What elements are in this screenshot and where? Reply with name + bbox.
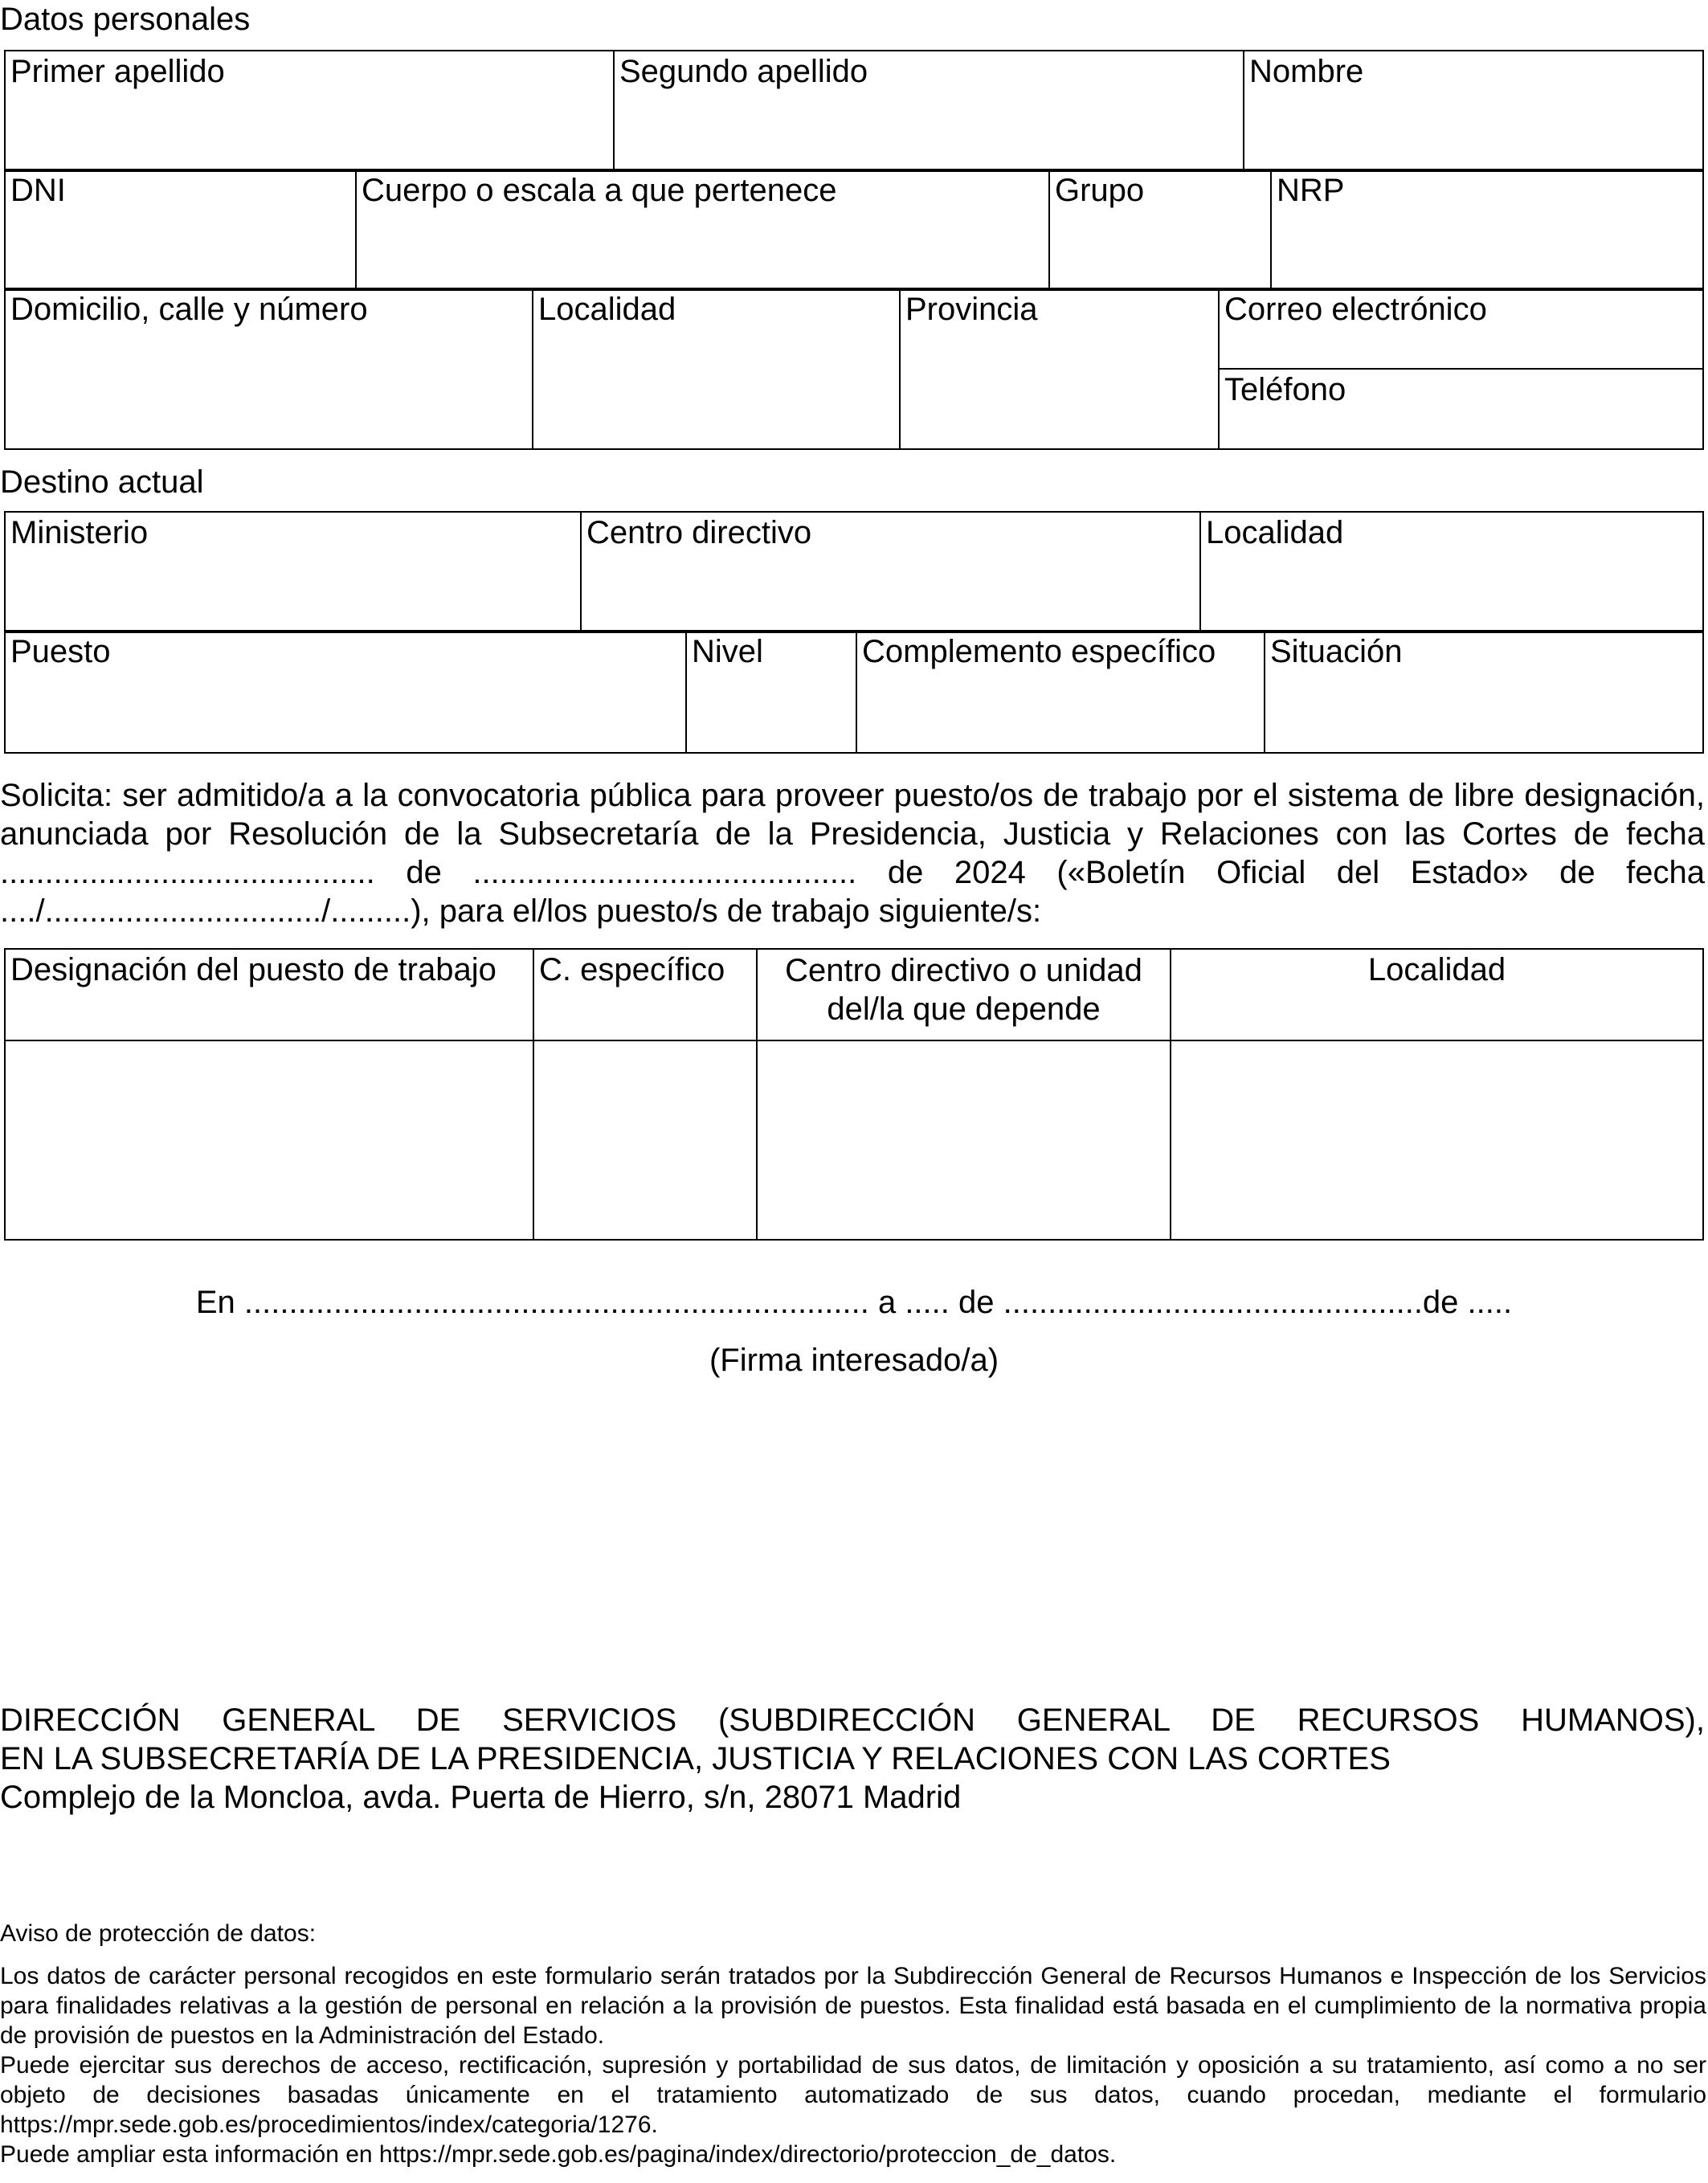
destino-table-row2 — [4, 630, 1704, 754]
field-localidad[interactable] — [533, 288, 900, 449]
field-situacion[interactable] — [1265, 631, 1703, 753]
field-domicilio[interactable] — [5, 288, 533, 449]
label-localidad: Localidad — [538, 292, 676, 327]
field-correo[interactable] — [1219, 288, 1703, 369]
label-complemento: Complemento específico — [862, 634, 1216, 669]
field-ministerio[interactable] — [5, 512, 581, 632]
addressee-block — [0, 1701, 1705, 1817]
field-cuerpo[interactable] — [356, 170, 1049, 290]
puestos-header-localidad: Localidad — [1171, 949, 1703, 1040]
place-date-line: En ...................................................................... a ..... de ...............................................de ..... — [195, 1285, 1513, 1320]
field-complemento[interactable] — [856, 631, 1265, 753]
label-grupo: Grupo — [1055, 173, 1145, 208]
privacy-notice-paragraph-2: Puede ejercitar sus derechos de acceso, rectificación, supresión y portabilidad de sus datos, de limitación y oposición a su tratamiento, así como a no ser objeto de decisiones basadas únicamente en el tratamiento automatizado de sus datos, cuando procedan, mediante el formulario https://mpr.sede.gob.es/procedimientos/index/categoria/1276. — [0, 2052, 1706, 2138]
label-correo: Correo electrónico — [1224, 292, 1487, 327]
privacy-notice-body — [0, 1961, 1706, 2169]
puestos-header-designacion: Designación del puesto de trabajo — [5, 949, 533, 1040]
label-situacion: Situación — [1270, 634, 1403, 669]
solicita-paragraph: Solicita: ser admitido/a a la convocatoria pública para proveer puesto/os de trabajo por el sistema de libre designación, anunciada por Resolución de la Subsecretaría de la Presidencia, Justicia y Relaciones con las Cortes de fecha .......................................... de ........................................... de 2024 («Boletín Oficial del Estado» de fecha ..../.............................../.........), para el/los puesto/s de trabajo siguiente/s: — [0, 778, 1705, 929]
field-destino-localidad[interactable] — [1200, 512, 1703, 632]
label-nrp: NRP — [1277, 173, 1345, 208]
label-provincia: Provincia — [905, 292, 1038, 327]
label-nombre: Nombre — [1249, 54, 1364, 89]
puestos-table — [4, 948, 1704, 1241]
field-segundo-apellido[interactable] — [614, 51, 1244, 171]
label-puesto: Puesto — [10, 634, 111, 669]
puestos-cell-centro[interactable] — [757, 1040, 1171, 1240]
privacy-notice-paragraph-3: Puede ampliar esta información en https://mpr.sede.gob.es/pagina/index/directorio/proteccion_de_datos. — [0, 2141, 1117, 2168]
field-nivel[interactable] — [686, 631, 856, 753]
field-centro-directivo[interactable] — [581, 512, 1200, 632]
puestos-cell-localidad[interactable] — [1171, 1040, 1703, 1240]
label-destino-localidad: Localidad — [1206, 515, 1344, 550]
label-telefono: Teléfono — [1224, 372, 1346, 407]
field-provincia[interactable] — [900, 288, 1219, 449]
signature-caption: (Firma interesado/a) — [709, 1343, 999, 1378]
label-dni: DNI — [10, 173, 66, 208]
field-nrp[interactable] — [1271, 170, 1703, 290]
field-dni[interactable] — [5, 170, 356, 290]
addressee-line-1: DIRECCIÓN GENERAL DE SERVICIOS (SUBDIRECCIÓN GENERAL DE RECURSOS HUMANOS), — [0, 1703, 1705, 1738]
label-primer-apellido: Primer apellido — [10, 54, 225, 89]
section-heading-personal: Datos personales — [0, 2, 251, 37]
label-segundo-apellido: Segundo apellido — [619, 54, 868, 89]
field-telefono[interactable] — [1219, 369, 1703, 449]
personal-data-table-row1 — [4, 50, 1704, 172]
personal-data-table-row3 — [4, 288, 1704, 450]
addressee-line-3: Complejo de la Moncloa, avda. Puerta de Hierro, s/n, 28071 Madrid — [0, 1780, 962, 1815]
destino-table-row1 — [4, 511, 1704, 633]
field-grupo[interactable] — [1049, 170, 1271, 290]
addressee-line-2: EN LA SUBSECRETARÍA DE LA PRESIDENCIA, JUSTICIA Y RELACIONES CON LAS CORTES — [0, 1741, 1391, 1776]
field-primer-apellido[interactable] — [5, 51, 614, 171]
puestos-cell-designacion[interactable] — [5, 1040, 533, 1240]
section-heading-destino: Destino actual — [0, 464, 204, 500]
field-nombre[interactable] — [1244, 51, 1703, 171]
label-ministerio: Ministerio — [10, 515, 149, 550]
privacy-notice-paragraph-1: Los datos de carácter personal recogidos en este formulario serán tratados por la Subdirección General de Recursos Humanos e Inspección de los Servicios para finalidades relativas a la gestión de personal en relación a la provisión de puestos. Esta finalidad está basada en el cumplimiento de la normativa propia de provisión de puestos en la Administración del Estado. — [0, 1963, 1706, 2049]
puestos-cell-c-especifico[interactable] — [533, 1040, 757, 1240]
label-centro-directivo: Centro directivo — [586, 515, 812, 550]
field-puesto[interactable] — [5, 631, 686, 753]
label-nivel: Nivel — [692, 634, 763, 669]
label-cuerpo: Cuerpo o escala a que pertenece — [362, 173, 837, 208]
personal-data-table-row2 — [4, 169, 1704, 291]
puestos-header-centro: Centro directivo o unidad del/la que depende — [757, 949, 1171, 1040]
label-domicilio: Domicilio, calle y número — [10, 292, 368, 327]
privacy-notice-title: Aviso de protección de datos: — [0, 1920, 317, 1947]
puestos-header-c-especifico: C. específico — [533, 949, 757, 1040]
